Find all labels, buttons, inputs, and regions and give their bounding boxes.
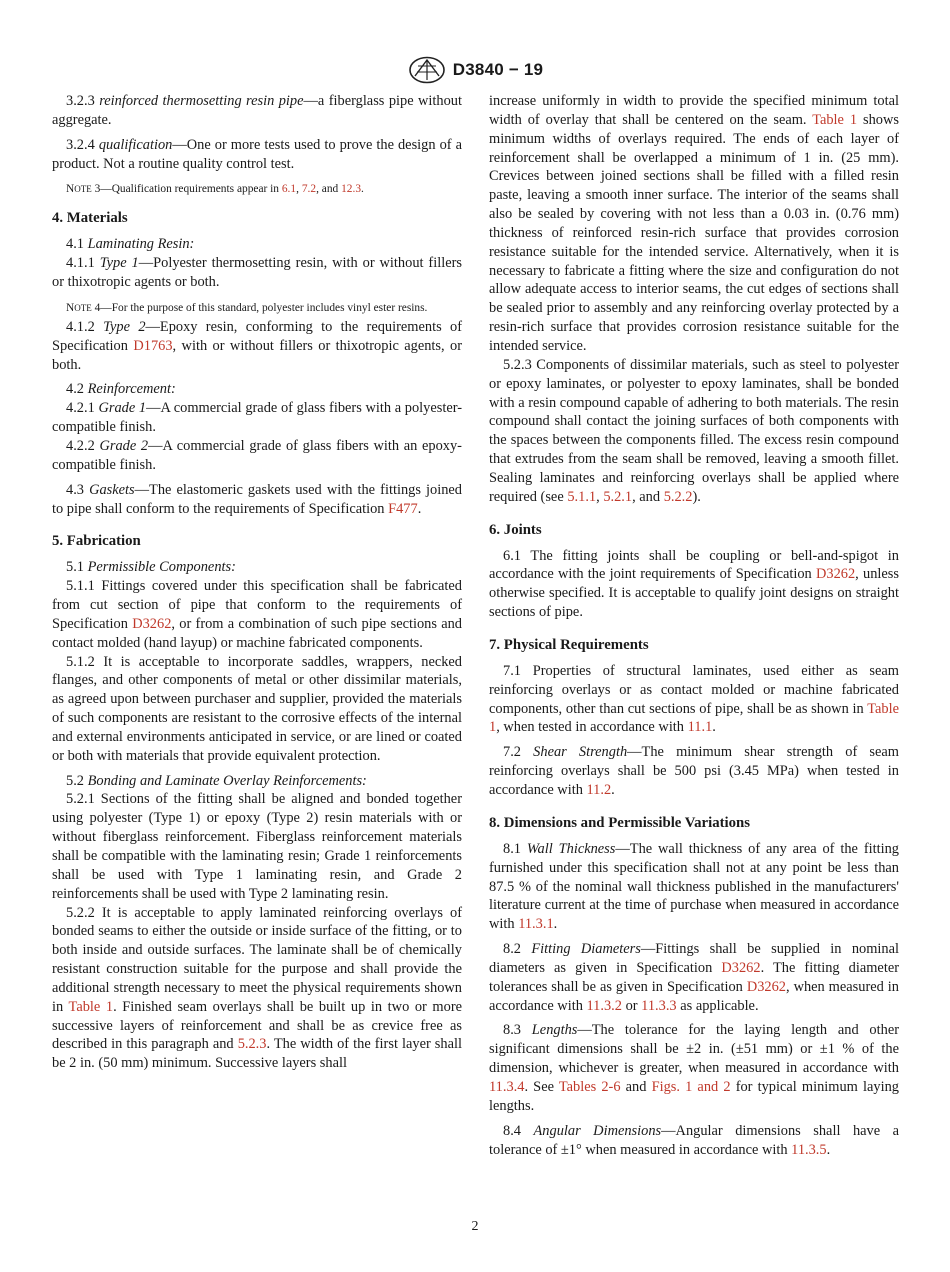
- ref-11-3-5[interactable]: 11.3.5: [791, 1141, 827, 1158]
- ref-d3262[interactable]: D3262: [815, 566, 856, 583]
- para-4-2-1: 4.2.1 Grade 1—A commercial grade of glass fibers with a polyester-compatible finish.: [52, 400, 462, 436]
- para-8-3: 8.3 Lengths—The tolerance for the laying length and other significant dimensions shall be ±2 in. (±51 mm) or ±1 % of the dimension, whichever is greater, when measured in accordance with 11.3.4. See Tables 2-6 and Figs. 1 and 2 for typical minimum laying lengths.: [489, 1022, 899, 1114]
- note-4: NOTE 4—For the purpose of this standard, polyester includes vinyl ester resins.: [66, 301, 428, 314]
- para-4-1: 4.1 Laminating Resin:: [66, 236, 195, 253]
- para-5-1-1: 5.1.1 Fittings covered under this specification shall be fabricated from cut section of pipe that conform to the requirements of Specification D3262, or from a combination of such pipe sections and contact molded (hand layup) or machine fabricated components.: [52, 578, 462, 651]
- para-7-2: 7.2 Shear Strength—The minimum shear strength of seam reinforcing overlays shall be 500 psi (3.45 MPa) when tested in accordance with 11.2.: [489, 744, 900, 798]
- page-number: 2: [471, 1219, 479, 1234]
- ref-7-2[interactable]: 7.2: [301, 183, 317, 196]
- para-5-2-2: 5.2.2 It is acceptable to apply laminated reinforcing overlays of bonded seams to either the outside or inside surface of the fitting, or to both inside and outside surfaces. The laminate shall be of chemically resistant construction suitable for the purpose and shall provide the additional strength necessary to meet the physical requirements shown in Table 1. Finished seam overlays shall be built up in two or more successive layers of reinforcement and shall be as crevice free as described in this paragraph and 5.2.3. The width of the first layer shall be 2 in. (50 mm) minimum. Successive layers shall: [52, 904, 463, 1072]
- para-4-3: 4.3 Gaskets—The elastomeric gaskets used with the fittings joined to pipe shall conform to the requirements of Specification F477.: [52, 481, 462, 517]
- para-5-2-2-continued: increase uniformly in width to provide the specified minimum total width of overlay that shall be centered on the seam. Table 1 shows minimum widths of overlays required. The ends of each layer of reinforcement shall be overlapped a minimum of 1 in. (25 mm). Crevices between joined sections shall be filled with a filled resin paste, leaving a smooth inner surface. The interior of the seams shall also be sealed by covering with not less than a 0.03 in. (0.76 mm) thickness of reinforced resin-rich surface that provides corrosion resistance suitable for the intended service. Alternatively, when it is necessary to fabricate a fitting where the size and configuration do not allow adequate access to interior seams, the cut edges of sections shall be sealed prior to assembly and any reinforcing overlay protected by a resin-rich surface that provides corrosion resistance suitable for the intended service.: [489, 93, 899, 354]
- ref-table-1[interactable]: Table 1: [489, 700, 899, 736]
- ref-table-1[interactable]: Table 1: [68, 998, 114, 1015]
- section-heading-fabrication: 5. Fabrication: [52, 533, 141, 550]
- ref-11-3-3[interactable]: 11.3.3: [641, 997, 677, 1014]
- ref-d3262[interactable]: D3262: [746, 978, 787, 995]
- para-4-1-1: 4.1.1 Type 1—Polyester thermosetting resin, with or without fillers or thixotropic agents or both.: [52, 255, 462, 291]
- section-heading-physical-requirements: 7. Physical Requirements: [489, 636, 649, 653]
- para-5-1: 5.1 Permissible Components:: [66, 559, 236, 576]
- ref-11-1[interactable]: 11.1: [687, 719, 713, 736]
- right-column: [489, 92, 899, 1159]
- ref-11-3-4[interactable]: 11.3.4: [489, 1078, 525, 1095]
- ref-figs-1-2[interactable]: Figs. 1 and 2: [651, 1078, 731, 1095]
- para-4-1-2: 4.1.2 Type 2—Epoxy resin, conforming to the requirements of Specification D1763, with or without fillers or thixotropic agents, or both.: [52, 318, 462, 373]
- ref-5-1-1[interactable]: 5.1.1: [567, 488, 597, 505]
- section-heading-dimensions: 8. Dimensions and Permissible Variations: [489, 814, 751, 831]
- page-header: [0, 54, 950, 86]
- para-8-1: 8.1 Wall Thickness—The wall thickness of any area of the fitting furnished under this specification shall not at any point be less than 87.5 % of the nominal wall thickness published in the manufacturers' literature current at the time of purchase when measured in accordance with 11.3.1.: [489, 840, 899, 933]
- left-column: [52, 92, 462, 1073]
- ref-tables-2-6[interactable]: Tables 2-6: [558, 1078, 621, 1095]
- para-8-4: 8.4 Angular Dimensions—Angular dimensions shall have a tolerance of ±1° when measured in accordance with 11.3.5.: [489, 1122, 899, 1158]
- ref-5-2-2[interactable]: 5.2.2: [663, 488, 693, 505]
- section-heading-joints: 6. Joints: [489, 521, 542, 538]
- para-6-1: 6.1 The fitting joints shall be coupling or bell-and-spigot in accordance with the joint requirements of Specification D3262, unless otherwise specified. It is acceptable to qualify joint designs on straight sections of pipe.: [489, 547, 899, 621]
- para-5-2: 5.2 Bonding and Laminate Overlay Reinforcements:: [66, 772, 367, 789]
- para-3-2-3: 3.2.3 reinforced thermosetting resin pipe—a fiberglass pipe without aggregate.: [52, 93, 462, 128]
- ref-6-1[interactable]: 6.1: [281, 183, 297, 196]
- ref-d3262[interactable]: D3262: [132, 615, 172, 632]
- ref-5-2-3[interactable]: 5.2.3: [237, 1036, 267, 1053]
- document-designation: D3840 − 19: [452, 60, 544, 79]
- ref-table-1[interactable]: Table 1: [812, 111, 858, 128]
- ref-d1763[interactable]: D1763: [133, 337, 173, 354]
- para-4-2: 4.2 Reinforcement:: [66, 381, 176, 398]
- astm-logo-icon: [407, 56, 447, 84]
- ref-12-3[interactable]: 12.3: [341, 183, 362, 196]
- para-5-1-2: 5.1.2 It is acceptable to incorporate saddles, wrappers, necked flanges, and other components of metal or other dissimilar materials, as agreed upon between purchaser and supplier, provided the materials of such components are resistant to the corrosive effects of the internal and external environments anticipated in service, or are lined or coated or both with materials that provide equivalent protection.: [52, 653, 462, 764]
- ref-11-3-2[interactable]: 11.3.2: [586, 997, 622, 1014]
- note-3: NOTE 3—Qualification requirements appear in 6.1, 7.2, and 12.3.: [66, 183, 364, 196]
- ref-f477[interactable]: F477: [388, 500, 418, 517]
- ref-5-2-1[interactable]: 5.2.1: [603, 488, 633, 505]
- ref-11-3-1[interactable]: 11.3.1: [518, 916, 554, 933]
- para-3-2-4: 3.2.4 qualification—One or more tests used to prove the design of a product. Not a routine quality control test.: [52, 136, 462, 172]
- para-5-2-3: 5.2.3 Components of dissimilar materials, such as steel to polyester or epoxy laminates, or polyester to epoxy laminates, shall be bonded with a resin compound capable of adhering to both materials. The resin compound shall contact the joining surfaces of both components with the spaces between the components filled. The excess resin compound that extrudes from the seam shall be removed, leaving a smooth fillet. Sealing laminates and reinforcing overlays shall be applied where required (see 5.1.1, 5.2.1, and 5.2.2).: [489, 356, 899, 505]
- para-5-2-1: 5.2.1 Sections of the fitting shall be aligned and bonded together using polyester (Type 1) or epoxy (Type 2) resin materials with or without fiberglass reinforcement. Fiberglass reinforcement materials shall be compatible with the laminating resin; Grade 1 reinforcements shall be used with Type 1 laminating resin, and Grade 2 reinforcements shall be used with Type 2 laminating resin.: [52, 791, 462, 902]
- para-8-2: 8.2 Fitting Diameters—Fittings shall be supplied in nominal diameters as given in Specification D3262. The fitting diameter tolerances shall be as given in Specification D3262, when measured in accordance with 11.3.2 or 11.3.3 as applicable.: [489, 941, 899, 1014]
- ref-11-2[interactable]: 11.2: [586, 782, 612, 798]
- para-4-2-2: 4.2.2 Grade 2—A commercial grade of glass fibers with an epoxy-compatible finish.: [52, 437, 462, 473]
- section-heading-materials: 4. Materials: [52, 210, 128, 227]
- para-7-1: 7.1 Properties of structural laminates, used either as seam reinforcing overlays or as contact molded or machine fabricated components, other than cut sections of pipe, shall be as shown in Table 1, when tested in accordance with 11.1.: [489, 662, 899, 736]
- ref-d3262[interactable]: D3262: [721, 959, 761, 976]
